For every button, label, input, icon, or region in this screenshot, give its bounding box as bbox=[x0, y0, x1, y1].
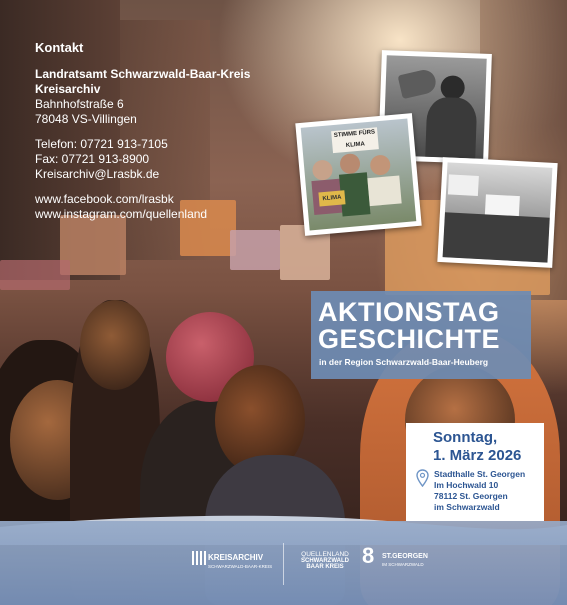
protest-sign-text: KLIMA bbox=[318, 190, 345, 206]
quellenland-bot: BAAR KREIS bbox=[306, 564, 344, 570]
quellenland-mid: SCHWARZWALD bbox=[301, 558, 349, 564]
location-pin-icon bbox=[416, 469, 429, 487]
contact-facebook[interactable]: www.facebook.com/lrasbk bbox=[35, 192, 174, 206]
contact-org: Landratsamt Schwarzwald-Baar-Kreis bbox=[35, 67, 251, 81]
contact-org-sub: Kreisarchiv bbox=[35, 82, 101, 96]
photo-climate-protest bbox=[295, 113, 421, 236]
event-venue: Stadthalle St. Georgen bbox=[434, 469, 526, 479]
contact-street: Bahnhofstraße 6 bbox=[35, 97, 124, 111]
contact-fax: Fax: 07721 913-8900 bbox=[35, 152, 150, 166]
event-title-box bbox=[311, 291, 531, 379]
event-date: 1. März 2026 bbox=[433, 447, 522, 464]
protest-sign bbox=[230, 230, 280, 270]
protest-sign bbox=[0, 260, 70, 290]
title-line-2: GESCHICHTE bbox=[318, 324, 501, 354]
kreisarchiv-text: KREISARCHIV bbox=[208, 553, 264, 562]
footer-band bbox=[0, 521, 567, 605]
kreisarchiv-sub: SCHWARZWALD-BAAR-KREIS bbox=[208, 564, 273, 569]
event-city: 78112 St. Georgen bbox=[434, 491, 508, 501]
st-georgen-sub: IM SCHWARZWALD bbox=[382, 562, 424, 567]
event-region: im Schwarzwald bbox=[434, 502, 500, 512]
contact-city: 78048 VS-Villingen bbox=[35, 112, 137, 126]
title-line-1: AKTIONSTAG bbox=[318, 297, 500, 327]
contact-instagram[interactable]: www.instagram.com/quellenland bbox=[35, 207, 208, 221]
contact-heading: Kontakt bbox=[35, 40, 84, 55]
title-subtitle: in der Region Schwarzwald-Baar-Heuberg bbox=[319, 357, 489, 367]
barcode-icon bbox=[192, 551, 206, 565]
divider bbox=[283, 543, 284, 585]
st-georgen-icon: 8 bbox=[362, 543, 375, 568]
quellenland-text: QUELLENLAND bbox=[301, 551, 349, 558]
contact-block bbox=[35, 40, 250, 222]
contact-phone[interactable]: Telefon: 07721 913-7105 bbox=[35, 137, 168, 151]
st-georgen-text: ST.GEORGEN bbox=[382, 553, 428, 560]
event-street: Im Hochwald 10 bbox=[434, 480, 499, 490]
contact-email[interactable]: Kreisarchiv@Lrasbk.de bbox=[35, 167, 160, 181]
quellenland-logo bbox=[300, 551, 350, 570]
protest-sign-text: STIMME FÜRS KLIMA bbox=[331, 127, 379, 153]
crowd-person bbox=[80, 300, 150, 390]
event-day: Sonntag, bbox=[433, 429, 498, 446]
photo-historic-protest bbox=[437, 157, 557, 268]
